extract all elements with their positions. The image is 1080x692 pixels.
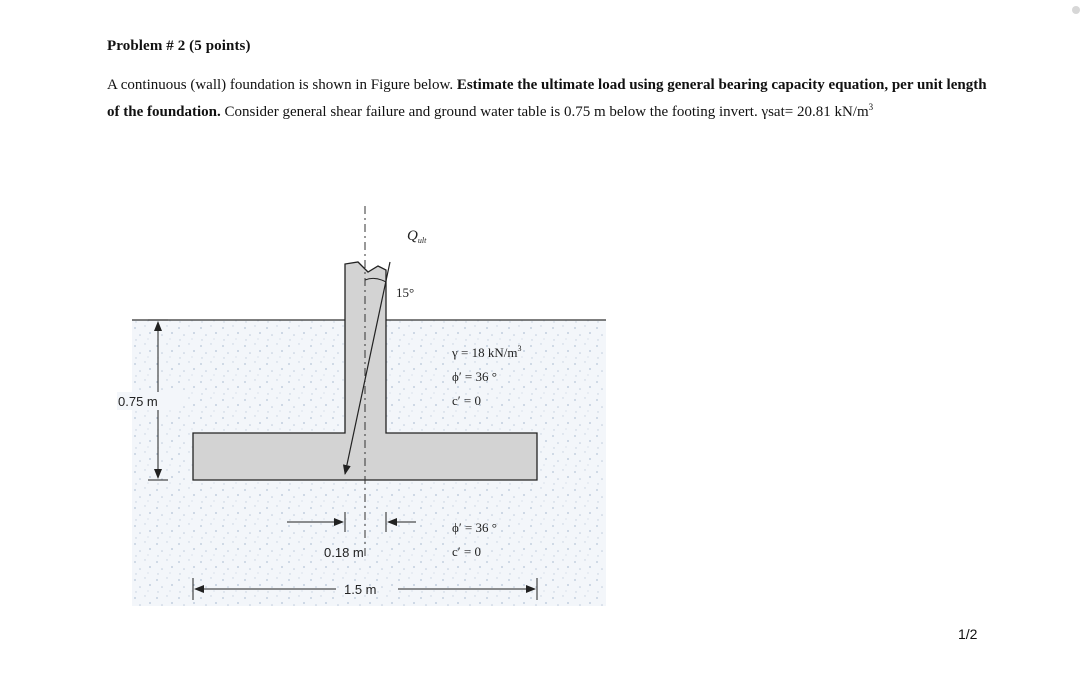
load-label: $Q_{ult}$ — [407, 228, 427, 245]
upper-soil-gamma: γ = 18 $kN/m^3$ — [452, 344, 522, 360]
statement-superscript: 3 — [868, 102, 874, 112]
lower-soil-c: c′ = 0 — [452, 544, 481, 559]
wall-thickness-label: 0.18 m — [324, 545, 364, 560]
statement-text-2: Consider general shear failure and ground water table is 0.75 m below the footing invert. γsat= 20.81 kN/m — [220, 104, 869, 120]
upper-soil-c: c′ = 0 — [452, 393, 481, 408]
scrollbar-indicator[interactable] — [1072, 6, 1080, 14]
lower-soil-phi: ϕ′ = 36 ° — [452, 520, 497, 535]
footing-width-label: 1.5 m — [344, 582, 377, 597]
statement-bold-text: Estimate the ultimate load using general bearing capacity equation, per unit length of the foundation. — [107, 77, 987, 120]
depth-label: 0.75 m — [118, 394, 158, 409]
upper-soil-phi: ϕ′ = 36 ° — [452, 369, 497, 384]
angle-label: 15° — [396, 285, 415, 300]
statement-text-1: A continuous (wall) foundation is shown in Figure below. — [107, 77, 457, 93]
problem-title: Problem # 2 (5 points) — [107, 38, 251, 54]
page-number: 1/2 — [958, 626, 978, 642]
